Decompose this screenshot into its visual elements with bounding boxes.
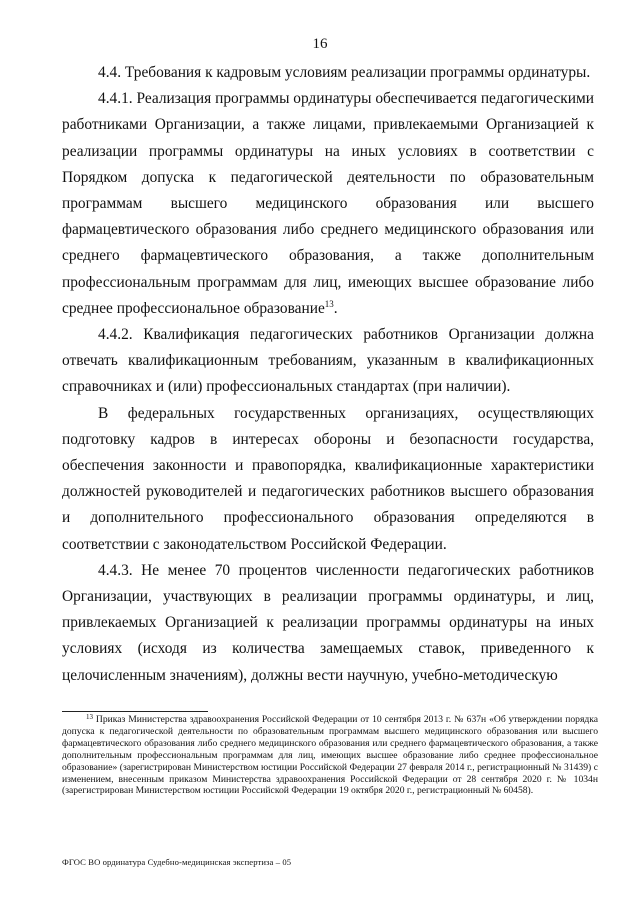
footnote-marker: 13 (86, 713, 93, 721)
paragraph-4-4-2: 4.4.2. Квалификация педагогических работников Организации должна отвечать квалификационным требованиям, указанным в квалификационных справочниках и (или) профессиональных стандартах (при наличии). (62, 326, 594, 396)
paragraph-4-4-1-text: 4.4.1. Реализация программы ординатуры обеспечивается педагогическими работниками Организации, а также лицами, привлекаемыми Организацией к реализации программы ординатуры на иных условиях в соответствии с Порядком допуска к педагогической деятельности по образовательным программам высшего медицинского образования или высшего фармацевтического образования либо среднего медицинского образования или среднего фармацевтического образования, а также дополнительным профессиональным программам для лиц, имеющих высшее образование либо среднее профессиональное образование (62, 90, 594, 317)
paragraph-4-4-3: 4.4.3. Не менее 70 процентов численности педагогических работников Организации, участвующих в реализации программы ординатуры, и лиц, привлекаемых Организацией к реализации программы ординатуры на иных условиях (исходя из количества замещаемых ставок, приведенного к целочисленным значениям), должны вести научную, учебно-методическую (62, 561, 594, 684)
section-heading: 4.4. Требования к кадровым условиям реализации программы ординатуры. (98, 64, 591, 81)
footnote-reference: 13 (324, 298, 334, 309)
paragraph-federal-organizations: В федеральных государственных организациях, осуществляющих подготовку кадров в интересах обороны и безопасности государства, обеспечения законности и правопорядка, квалификационные характеристики должностей руководителей и педагогических работников высшего образования и дополнительного профессионального образования определяются в соответствии с законодательством Российской Федерации. (62, 404, 594, 553)
page-number: 16 (312, 36, 328, 52)
footnote-text: Приказ Министерства здравоохранения Российской Федерации от 10 сентября 2013 г. № 637н «Об утверждении порядка допуска к педагогической деятельности по образовательным программам высшего медицинского образования или высшего фармацевтического образования либо среднего медицинского образования или среднего фармацевтического образования, а также дополнительным профессиональным программам для лиц, имеющих высшее образование либо среднее профессиональное образование» (зарегистрирован Министерством юстиции Российской Федерации 27 февраля 2014 г., регистрационный № 31439) с изменением, внесенным приказом Министерства здравоохранения Российской Федерации от 28 сентября 2020 г. № 1034н (зарегистрирован Министерством юстиции Российской Федерации 19 октября 2020 г., регистрационный № 60458). (62, 714, 599, 797)
footnote (62, 714, 598, 797)
body-text (62, 60, 594, 689)
page-footer: ФГОС ВО ординатура Судебно-медицинская экспертиза – 05 (62, 857, 292, 867)
paragraph-4-4-1-end: . (333, 299, 338, 317)
paragraph-4-4-1 (62, 86, 594, 322)
footnote-divider (62, 711, 208, 712)
